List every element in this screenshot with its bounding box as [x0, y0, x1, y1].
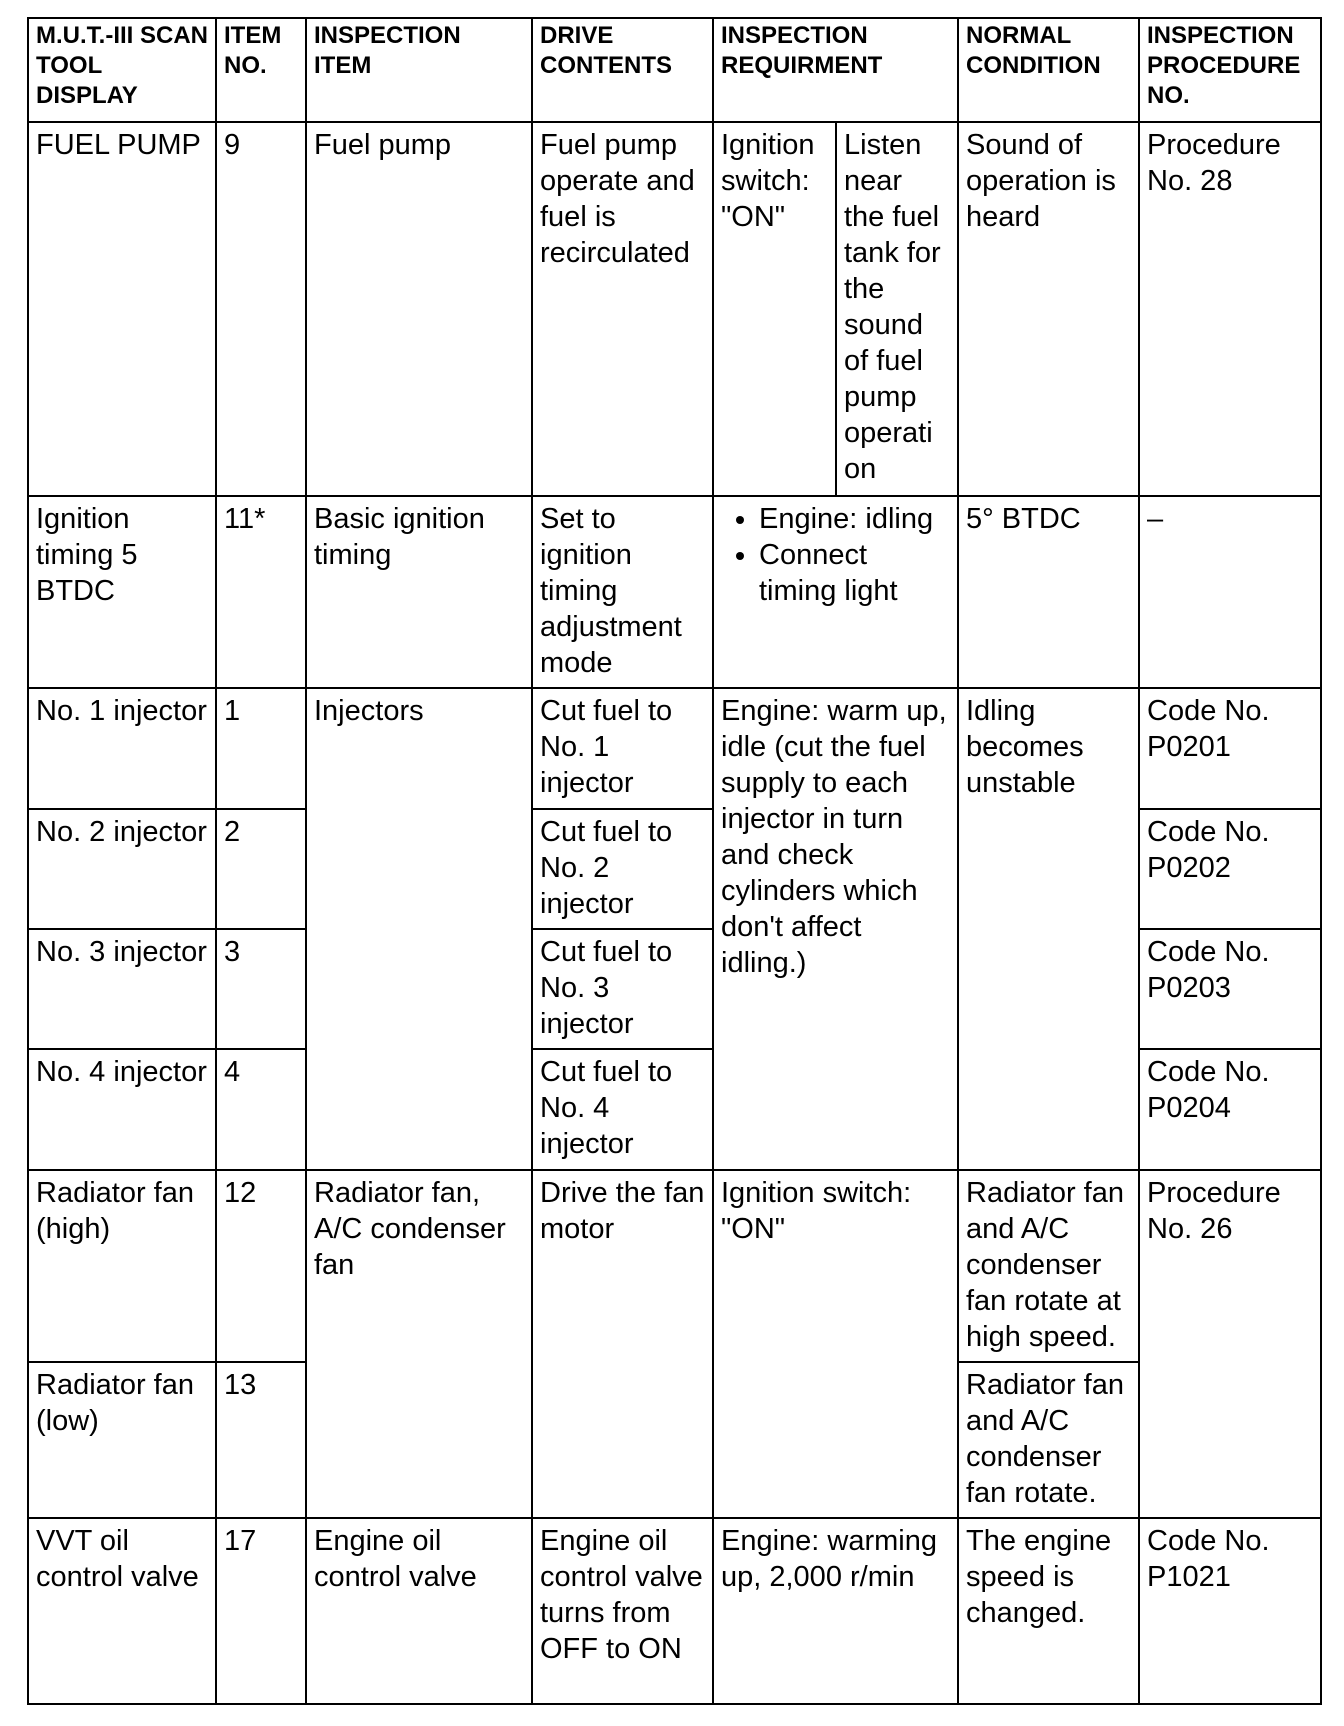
- table-row-injector-1: [28, 688, 1321, 809]
- cell-display: Radiator fan (low): [28, 1362, 216, 1518]
- cell-normal-condition: Radiator fan and A/C condenser fan rotate.: [958, 1362, 1139, 1518]
- cell-requirement: Engine: warm up, idle (cut the fuel supply to each injector in turn and check cylinders which don't affect idling.): [713, 688, 958, 1170]
- cell-item-no: 9: [216, 122, 306, 496]
- requirement-bullet-list: [721, 501, 950, 609]
- cell-requirement-right: Listen near the fuel tank for the sound of fuel pump operati on: [836, 122, 958, 496]
- cell-drive-contents: Fuel pump operate and fuel is recirculated: [532, 122, 713, 496]
- cell-normal-condition: Idling becomes unstable: [958, 688, 1139, 1170]
- cell-inspection-item: Fuel pump: [306, 122, 532, 496]
- cell-display: No. 1 injector: [28, 688, 216, 809]
- actuator-test-table: [27, 17, 1322, 1705]
- cell-procedure-no: Procedure No. 28: [1139, 122, 1321, 496]
- table-row-ignition-timing: [28, 496, 1321, 688]
- header-display: M.U.T.-III SCAN TOOL DISPLAY: [28, 18, 216, 122]
- header-requirement: INSPECTION REQUIRMENT: [713, 18, 958, 122]
- header-drive-contents: DRIVE CONTENTS: [532, 18, 713, 122]
- cell-normal-condition: 5° BTDC: [958, 496, 1139, 688]
- header-inspection-item: INSPECTION ITEM: [306, 18, 532, 122]
- cell-drive-contents: Drive the fan motor: [532, 1170, 713, 1518]
- cell-procedure-no: –: [1139, 496, 1321, 688]
- table-row-vvt: [28, 1518, 1321, 1704]
- cell-drive-contents: Engine oil control valve turns from OFF to ON: [532, 1518, 713, 1704]
- cell-drive-contents: Cut fuel to No. 4 injector: [532, 1049, 713, 1170]
- cell-procedure-no: Code No. P0204: [1139, 1049, 1321, 1170]
- cell-drive-contents: Cut fuel to No. 2 injector: [532, 809, 713, 929]
- cell-inspection-item: Radiator fan, A/C condenser fan: [306, 1170, 532, 1518]
- cell-item-no: 2: [216, 809, 306, 929]
- cell-item-no: 1: [216, 688, 306, 809]
- header-procedure-no: INSPECTION PROCEDURE NO.: [1139, 18, 1321, 122]
- cell-normal-condition: Sound of operation is heard: [958, 122, 1139, 496]
- header-item-no: ITEM NO.: [216, 18, 306, 122]
- cell-item-no: 3: [216, 929, 306, 1049]
- cell-item-no: 17: [216, 1518, 306, 1704]
- cell-display: VVT oil control valve: [28, 1518, 216, 1704]
- cell-item-no: 4: [216, 1049, 306, 1170]
- cell-inspection-item: Basic ignition timing: [306, 496, 532, 688]
- cell-procedure-no: Code No. P0203: [1139, 929, 1321, 1049]
- cell-display: No. 3 injector: [28, 929, 216, 1049]
- cell-requirement-left: Ignition switch: "ON": [713, 122, 836, 496]
- bullet-item: • Engine: idling: [759, 501, 950, 537]
- cell-inspection-item: Injectors: [306, 688, 532, 1170]
- cell-normal-condition: The engine speed is changed.: [958, 1518, 1139, 1704]
- table-row-fuel-pump: [28, 122, 1321, 496]
- header-normal-condition: NORMAL CONDITION: [958, 18, 1139, 122]
- cell-drive-contents: Cut fuel to No. 1 injector: [532, 688, 713, 809]
- header-row: [28, 18, 1321, 122]
- cell-display: Ignition timing 5 BTDC: [28, 496, 216, 688]
- cell-item-no: 11*: [216, 496, 306, 688]
- cell-procedure-no: Code No. P0201: [1139, 688, 1321, 809]
- cell-display: FUEL PUMP: [28, 122, 216, 496]
- cell-requirement: [713, 496, 958, 688]
- cell-display: No. 2 injector: [28, 809, 216, 929]
- cell-item-no: 12: [216, 1170, 306, 1362]
- cell-item-no: 13: [216, 1362, 306, 1518]
- cell-procedure-no: Code No. P0202: [1139, 809, 1321, 929]
- cell-procedure-no: Code No. P1021: [1139, 1518, 1321, 1704]
- bullet-item: • Connect timing light: [759, 537, 950, 609]
- table-row-radiator-fan-high: [28, 1170, 1321, 1362]
- cell-display: No. 4 injector: [28, 1049, 216, 1170]
- cell-normal-condition: Radiator fan and A/C condenser fan rotate at high speed.: [958, 1170, 1139, 1362]
- cell-inspection-item: Engine oil control valve: [306, 1518, 532, 1704]
- cell-procedure-no: Procedure No. 26: [1139, 1170, 1321, 1518]
- cell-drive-contents: Cut fuel to No. 3 injector: [532, 929, 713, 1049]
- cell-display: Radiator fan (high): [28, 1170, 216, 1362]
- cell-requirement: Engine: warming up, 2,000 r/min: [713, 1518, 958, 1704]
- cell-requirement: Ignition switch: "ON": [713, 1170, 958, 1518]
- cell-drive-contents: Set to ignition timing adjustment mode: [532, 496, 713, 688]
